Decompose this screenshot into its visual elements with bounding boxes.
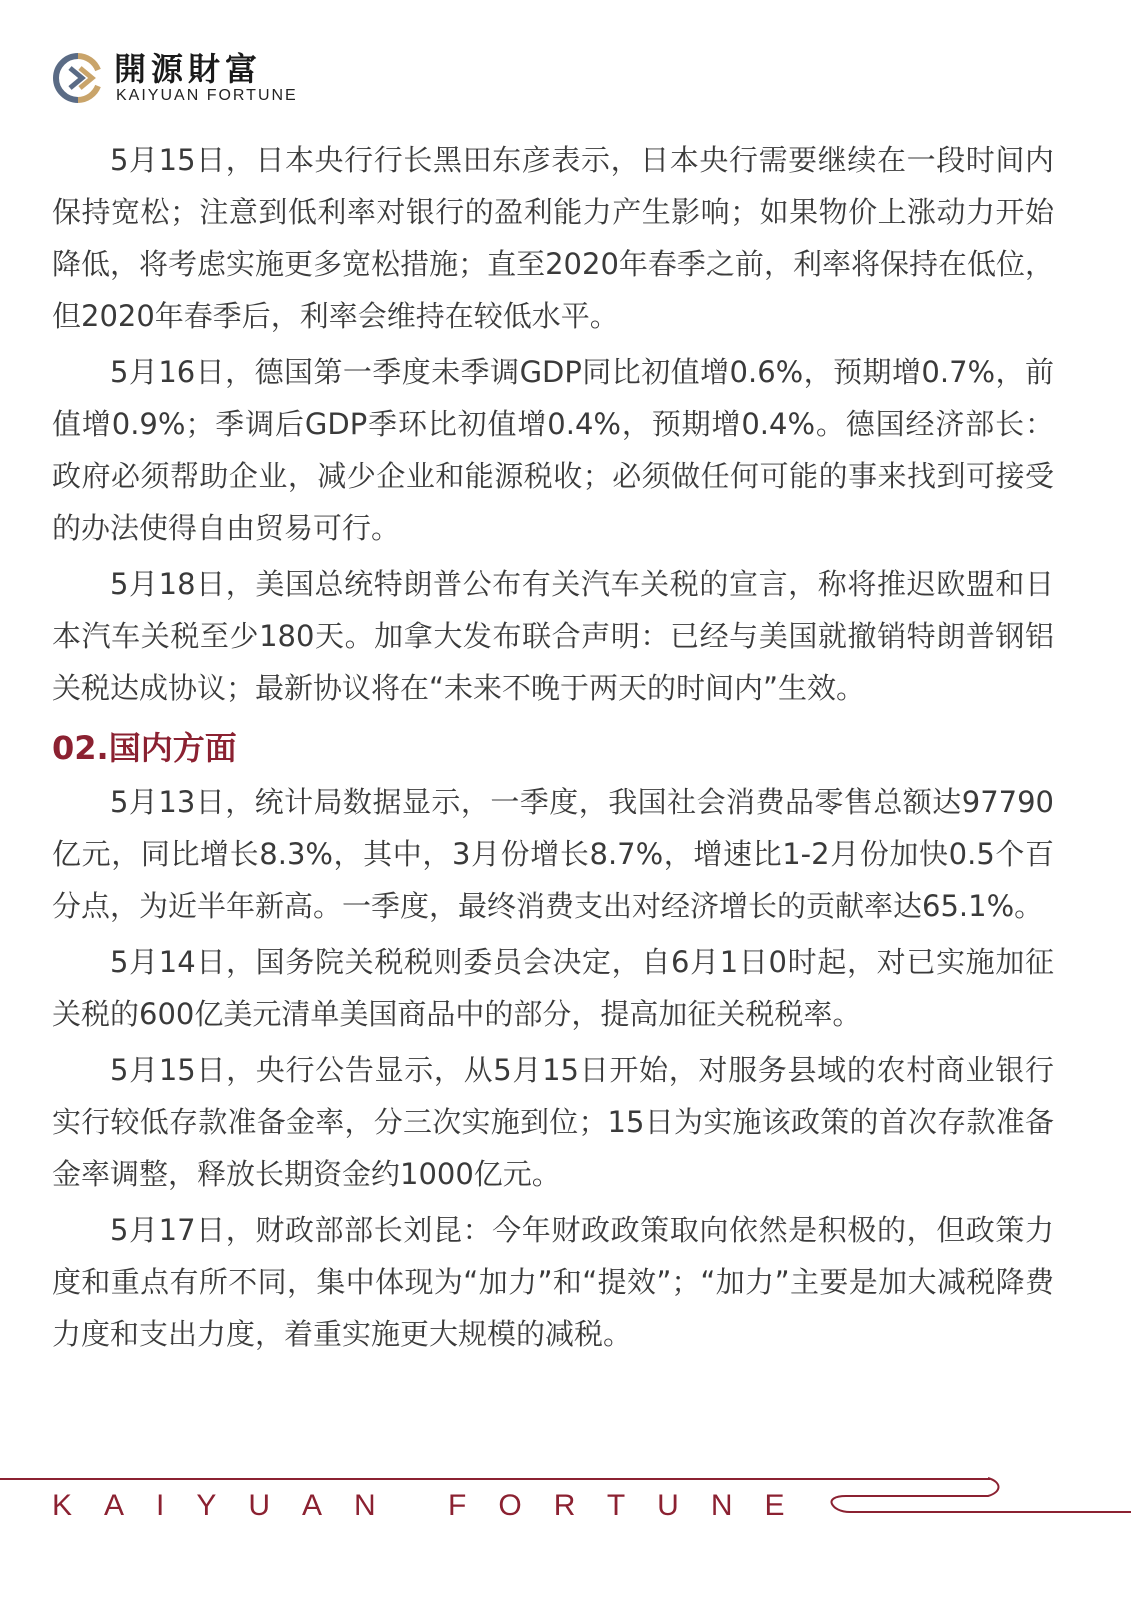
section-title-domestic: 02.国内方面 xyxy=(52,729,237,767)
logo-chinese-name: 開源財富 xyxy=(114,50,263,88)
kaiyuan-logo-icon xyxy=(52,52,104,104)
paragraph: 5月15日，央行公告显示，从5月15日开始，对服务县域的农村商业银行实行较低存款准备金率，分三次实施到位；15日为实施该政策的首次存款准备金率调整，释放长期资金约1000亿元。 xyxy=(52,1053,1054,1191)
logo-english-name: KAIYUAN FORTUNE xyxy=(116,87,298,104)
paragraph: 5月16日，德国第一季度未季调GDP同比初值增0.6%，预期增0.7%，前值增0.9%；季调后GDP季环比初值增0.4%，预期增0.4%。德国经济部长：政府必须帮助企业，减少企业和能源税收；必须做任何可能的事来找到可接受的办法使得自由贸易可行。 xyxy=(52,355,1054,545)
footer-brand: KAIYUAN FORTUNE xyxy=(52,1489,817,1522)
article-body xyxy=(52,134,1054,1364)
paragraph: 5月13日，统计局数据显示，一季度，我国社会消费品零售总额达97790亿元，同比增长8.3%，其中，3月份增长8.7%，增速比1-2月份加快0.5个百分点，为近半年新高。一季度，最终消费支出对经济增长的贡献率达65.1%。 xyxy=(52,785,1054,923)
paragraph: 5月14日，国务院关税税则委员会决定，自6月1日0时起，对已实施加征关税的600亿美元清单美国商品中的部分，提高加征关税税率。 xyxy=(52,945,1054,1031)
page-header xyxy=(52,50,452,110)
paragraph: 5月18日，美国总统特朗普公布有关汽车关税的宣言，称将推迟欧盟和日本汽车关税至少180天。加拿大发布联合声明：已经与美国就撤销特朗普钢铝关税达成协议；最新协议将在“未来不晚于两天的时间内”生效。 xyxy=(52,567,1054,705)
footer-swoosh-icon xyxy=(826,1474,1131,1524)
paragraph: 5月17日，财政部部长刘昆：今年财政政策取向依然是积极的，但政策力度和重点有所不同，集中体现为“加力”和“提效”；“加力”主要是加大减税降费力度和支出力度，着重实施更大规模的减税。 xyxy=(52,1213,1054,1351)
paragraph: 5月15日，日本央行行长黑田东彦表示，日本央行需要继续在一段时间内保持宽松；注意到低利率对银行的盈利能力产生影响；如果物价上涨动力开始降低，将考虑实施更多宽松措施；直至2020年春季之前，利率将保持在低位，但2020年春季后，利率会维持在较低水平。 xyxy=(52,143,1054,333)
